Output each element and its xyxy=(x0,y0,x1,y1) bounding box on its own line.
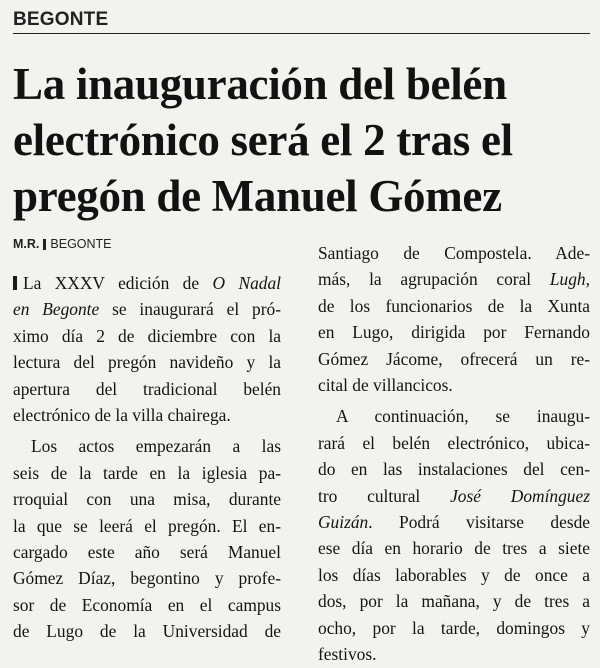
text-line: ximo día 2 de diciembre con la xyxy=(13,325,281,346)
text-line: dos, por la mañana, y de tres a xyxy=(318,591,590,612)
byline-author: M.R. xyxy=(13,237,40,251)
text-run-italic: en Begonte xyxy=(13,299,100,320)
text-run-italic: Lugh xyxy=(549,269,586,290)
text-line: de los funcionarios de la Xunta xyxy=(318,295,590,316)
section-label: BEGONTE xyxy=(13,9,109,30)
text-line: de Lugo de la Universidad de xyxy=(13,621,281,642)
text-line: do en las instalaciones del cen- xyxy=(318,459,590,480)
text-line: rroquial con una misa, durante xyxy=(13,489,281,510)
text-line: apertura del tradicional belén xyxy=(13,378,281,399)
text-run-italic: José Domínguez xyxy=(450,485,590,506)
byline-location: BEGONTE xyxy=(50,237,112,251)
text-line: cargado este año será Manuel xyxy=(13,542,281,563)
text-run: , xyxy=(585,269,590,290)
text-line xyxy=(13,296,281,322)
text-line: Los actos empezarán a las xyxy=(31,436,281,457)
text-run: La XXXV edición de xyxy=(23,273,213,293)
article-column-left xyxy=(13,270,281,645)
headline-line: electrónico será el 2 tras el xyxy=(13,115,513,165)
headline-line: pregón de Manuel Gómez xyxy=(13,171,502,221)
byline xyxy=(13,237,112,251)
text-run-italic: Guizán xyxy=(318,512,369,533)
text-line: sor de Economía en el campus xyxy=(13,594,281,615)
text-line xyxy=(318,266,590,292)
text-line: lectura del pregón navideño y la xyxy=(13,352,281,373)
headline xyxy=(13,56,590,224)
text-line: ese día en horario de tres a siete xyxy=(318,538,590,559)
section-header xyxy=(13,0,590,34)
text-line: festivos. xyxy=(318,644,377,665)
text-run-italic: O Nadal xyxy=(212,273,281,293)
text-line: en Lugo, dirigida por Fernando xyxy=(318,322,590,343)
article-body xyxy=(13,234,590,665)
text-run: . Podrá visitarse desde xyxy=(368,512,590,533)
text-run: tro cultural xyxy=(318,485,451,506)
text-line xyxy=(13,270,281,296)
byline-separator xyxy=(43,239,46,250)
article-column-right xyxy=(318,240,590,668)
text-line xyxy=(318,483,590,509)
text-line: la que se leerá el pregón. El en- xyxy=(13,515,281,536)
text-run: se inaugurará el pró- xyxy=(99,299,281,320)
lead-marker xyxy=(13,276,17,290)
headline-line: La inauguración del belén xyxy=(13,59,507,109)
text-line: Santiago de Compostela. Ade- xyxy=(318,243,590,263)
text-line: cital de villancicos. xyxy=(318,375,453,396)
text-line xyxy=(318,509,590,535)
text-line: ocho, por la tarde, domingos y xyxy=(318,617,590,638)
text-line: A continuación, se inaugu- xyxy=(336,406,590,427)
text-line: los días laborables y de once a xyxy=(318,564,590,585)
text-line: Gómez Jácome, ofrecerá un re- xyxy=(318,348,590,369)
text-line: Gómez Díaz, begontino y profe- xyxy=(13,568,281,589)
text-line: electrónico de la villa chairega. xyxy=(13,405,231,426)
text-run: más, la agrupación coral xyxy=(318,269,550,290)
text-line: rará el belén electrónico, ubica- xyxy=(318,432,590,453)
text-line: seis de la tarde en la iglesia pa- xyxy=(13,462,281,483)
